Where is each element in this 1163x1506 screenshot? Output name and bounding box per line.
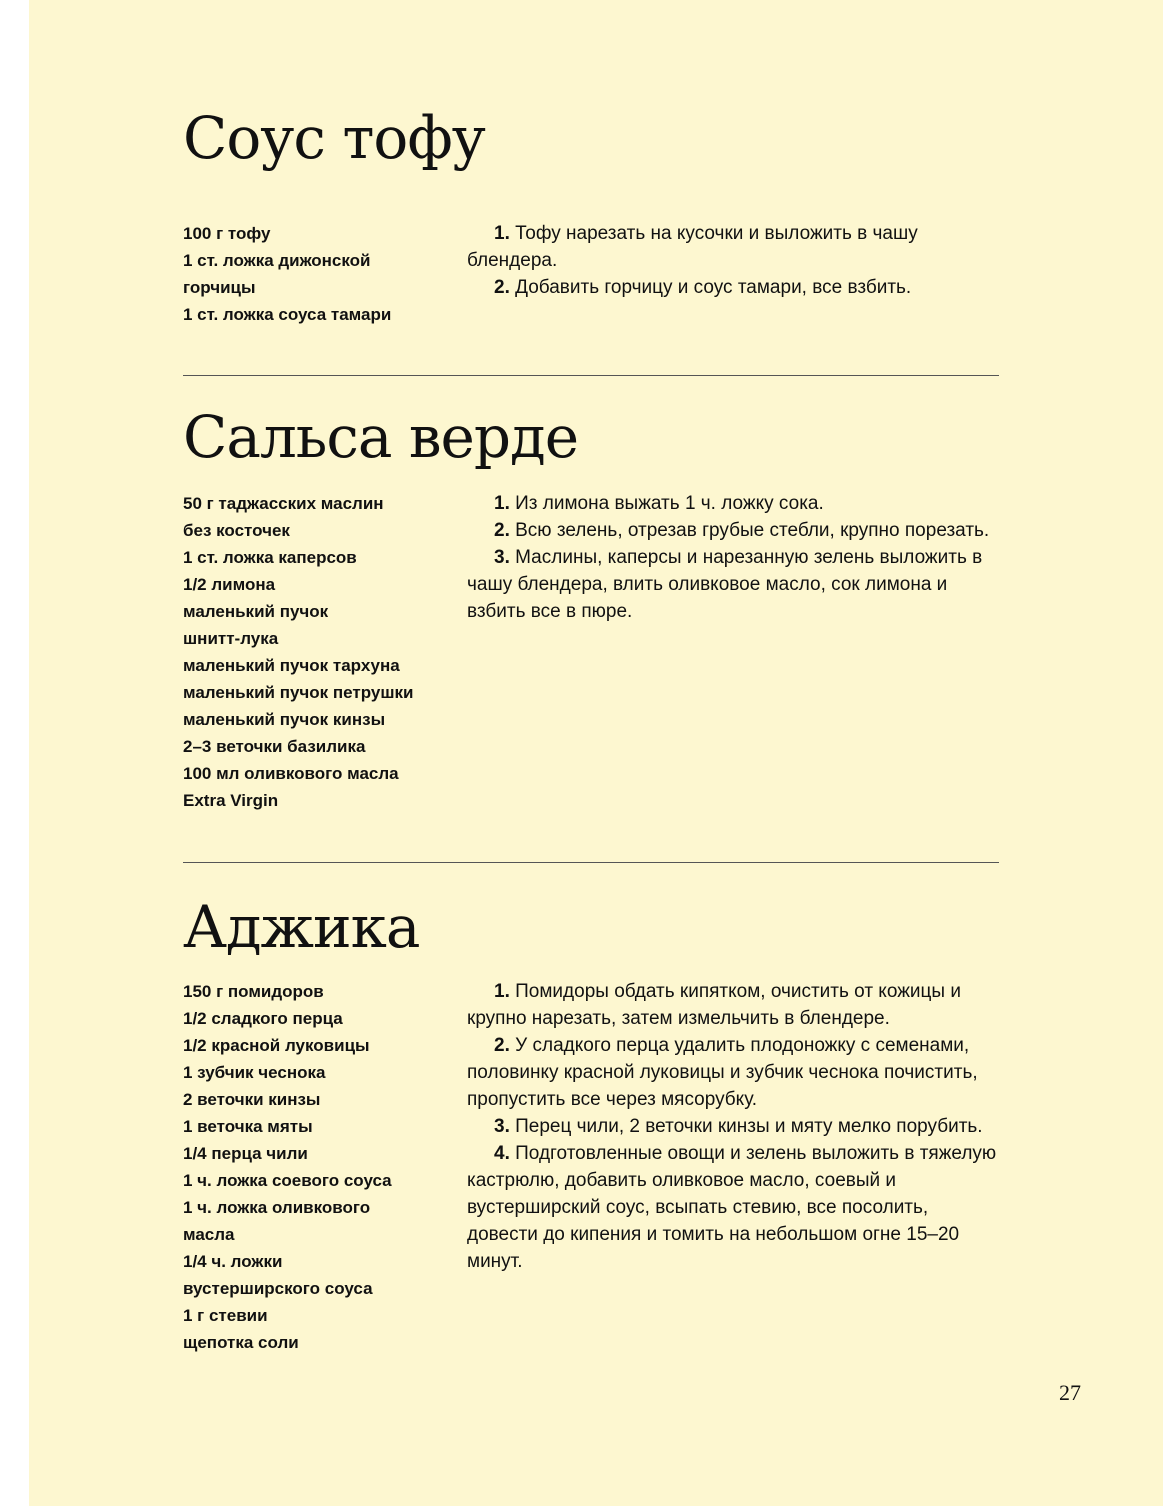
- step-text: Маслины, каперсы и нарезанную зелень выложить в чашу блендера, влить оливковое масло, сок лимона и взбить все в пюре.: [467, 547, 983, 622]
- divider: [183, 862, 999, 863]
- ingredient: 2–3 веточки базилика: [183, 737, 366, 756]
- page-number: 27: [1059, 1380, 1081, 1405]
- ingredient: 1 ст. ложка соуса тамари: [183, 305, 392, 324]
- divider: [183, 375, 999, 376]
- step-number: 3.: [494, 1116, 510, 1137]
- ingredient: 1/4 ч. ложки: [183, 1252, 283, 1271]
- ingredient: масла: [183, 1225, 235, 1244]
- recipe-title: Аджика: [183, 893, 420, 961]
- step-number: 1.: [494, 981, 510, 1002]
- step-text: У сладкого перца удалить плодоножку с семенами, половинку красной луковицы и зубчик чеснока почистить, пропустить все через мясорубку.: [467, 1035, 978, 1110]
- step-number: 1.: [494, 223, 510, 244]
- steps-list: [467, 978, 999, 1275]
- ingredients-list: [183, 978, 453, 1356]
- recipe-title: Соус тофу: [183, 104, 485, 172]
- step: [467, 490, 999, 517]
- ingredient: горчицы: [183, 278, 256, 297]
- ingredient: 1 ст. ложка каперсов: [183, 548, 357, 567]
- step-text: Помидоры обдать кипятком, очистить от кожицы и крупно нарезать, затем измельчить в блендере.: [467, 981, 961, 1029]
- ingredient: 1 г стевии: [183, 1306, 268, 1325]
- step: [467, 517, 999, 544]
- ingredients-list: [183, 220, 453, 328]
- step-number: 2.: [494, 520, 510, 541]
- ingredient: маленький пучок: [183, 602, 329, 621]
- step-number: 4.: [494, 1143, 510, 1164]
- step: [467, 274, 999, 301]
- ingredient: маленький пучок петрушки: [183, 683, 414, 702]
- step: [467, 1032, 999, 1113]
- step: [467, 1113, 999, 1140]
- ingredient: 1 зубчик чеснока: [183, 1063, 326, 1082]
- ingredient: 1/4 перца чили: [183, 1144, 308, 1163]
- steps-list: [467, 220, 999, 301]
- ingredient: 1 ч. ложка соевого соуса: [183, 1171, 392, 1190]
- ingredient: Extra Virgin: [183, 791, 279, 810]
- ingredient: шнитт-лука: [183, 629, 279, 648]
- step-text: Перец чили, 2 веточки кинзы и мяту мелко порубить.: [509, 1116, 983, 1137]
- ingredients-list: [183, 490, 453, 814]
- step: [467, 220, 999, 274]
- step-text: Подготовленные овощи и зелень выложить в тяжелую кастрюлю, добавить оливковое масло, соевый и вустерширский соус, всыпать стевию, все посолить, довести до кипения и томить на небольшом огне 15–20 минут.: [467, 1143, 997, 1272]
- ingredient: щепотка соли: [183, 1333, 299, 1352]
- step-number: 2.: [494, 277, 510, 298]
- ingredient: 1 веточка мяты: [183, 1117, 313, 1136]
- step-text: Из лимона выжать 1 ч. ложку сока.: [509, 493, 824, 514]
- step-text: Тофу нарезать на кусочки и выложить в чашу блендера.: [467, 223, 918, 271]
- step-text: Всю зелень, отрезав грубые стебли, крупно порезать.: [509, 520, 990, 541]
- ingredient: 50 г таджасских маслин: [183, 494, 384, 513]
- ingredient: 1/2 красной луковицы: [183, 1036, 370, 1055]
- recipe-title: Сальса верде: [183, 403, 579, 471]
- ingredient: 100 г тофу: [183, 224, 271, 243]
- ingredient: маленький пучок кинзы: [183, 710, 386, 729]
- ingredient: 1/2 сладкого перца: [183, 1009, 343, 1028]
- ingredient: 2 веточки кинзы: [183, 1090, 321, 1109]
- step: [467, 978, 999, 1032]
- steps-list: [467, 490, 999, 625]
- ingredient: 1/2 лимона: [183, 575, 276, 594]
- step: [467, 544, 999, 625]
- ingredient: 1 ч. ложка оливкового: [183, 1198, 371, 1217]
- step-number: 1.: [494, 493, 510, 514]
- ingredient: без косточек: [183, 521, 290, 540]
- ingredient: маленький пучок тархуна: [183, 656, 400, 675]
- step-number: 3.: [494, 547, 510, 568]
- step: [467, 1140, 999, 1275]
- step-number: 2.: [494, 1035, 510, 1056]
- ingredient: вустерширского соуса: [183, 1279, 373, 1298]
- ingredient: 1 ст. ложка дижонской: [183, 251, 371, 270]
- ingredient: 100 мл оливкового масла: [183, 764, 399, 783]
- step-text: Добавить горчицу и соус тамари, все взбить.: [509, 277, 912, 298]
- ingredient: 150 г помидоров: [183, 982, 324, 1001]
